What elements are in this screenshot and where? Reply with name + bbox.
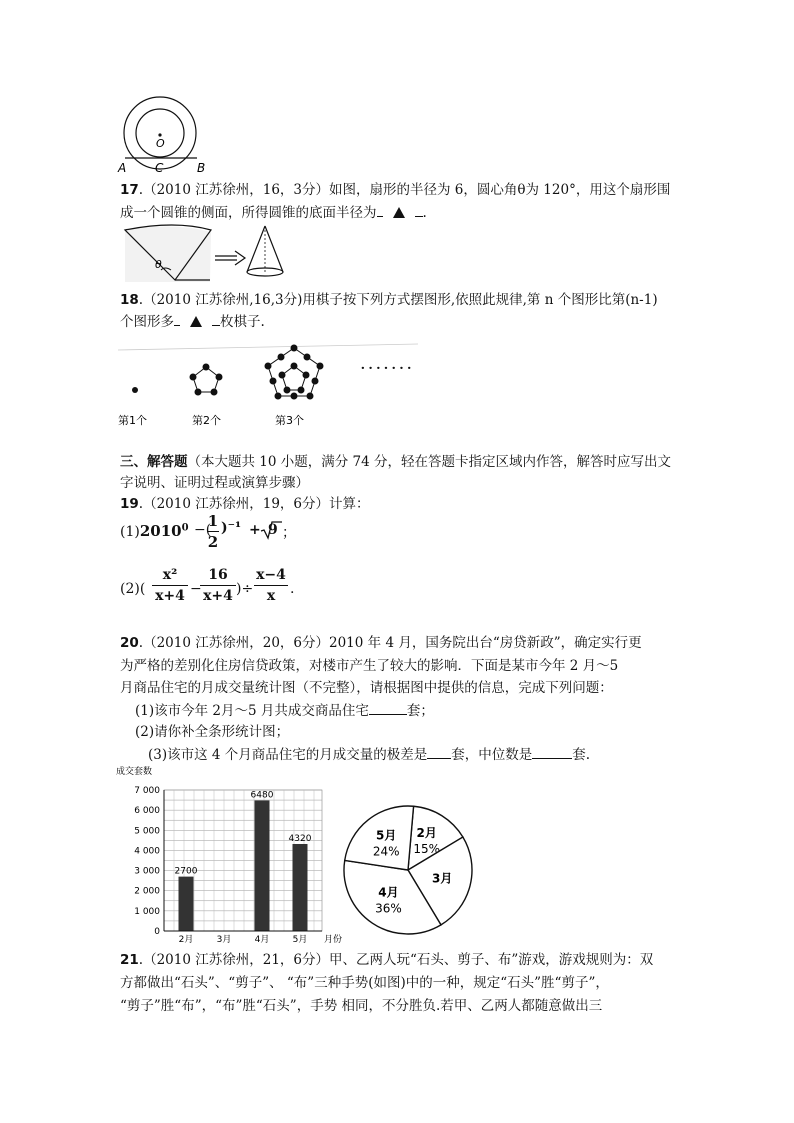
q18-line-2: 个图形多 枚棋子.: [120, 311, 680, 332]
data-label: 2700: [174, 866, 198, 877]
q19-part-2: (2)(: [120, 581, 146, 597]
x-axis-label: 月份: [324, 935, 343, 945]
y-tick-label: 5 000: [134, 826, 160, 837]
cone-icon: [247, 226, 283, 276]
answer-triangle-icon: [190, 316, 202, 327]
y-tick-label: 3 000: [134, 866, 160, 877]
pie-pct-label: 24%: [372, 844, 400, 859]
chess-pieces-pattern-figure: [118, 340, 418, 430]
label-c: C: [155, 161, 164, 175]
q19-frac-1: x² x+4: [152, 566, 188, 605]
y-tick-label: 6 000: [134, 806, 160, 817]
monthly-sales-bar-chart: [112, 764, 348, 946]
q19-text-1: .（2010 江苏徐州，19，6分）计算：: [138, 496, 370, 512]
bar-2月: [179, 877, 194, 931]
ellipsis-dots: ·······: [360, 358, 415, 379]
q20-sub-3: (3)该市这 4 个月商品住宅的月成交量的极差是 套，中位数是 套.: [148, 744, 708, 765]
bar-4月: [255, 800, 270, 931]
q21-line-2: 方都做出“石头”、“剪子”、 “布”三种手势(如图)中的一种，规定“石头”胜“剪子”，: [120, 975, 609, 991]
q20-text-1: .（2010 江苏徐州，20，6分）2010 年 4 月，国务院出台“房贷新政”，确定实行更: [138, 635, 642, 651]
y-tick-label: 2 000: [134, 886, 160, 897]
q21-line-1: [120, 950, 680, 970]
q18-number: 18: [120, 292, 139, 308]
q19-frac-2: 16 x+4: [200, 566, 236, 605]
q21-number: 21: [120, 952, 139, 968]
label-b: B: [197, 161, 206, 175]
section-3-text: （本大题共 10 小题，满分 74 分，轻在答题卡指定区域内作答，解答时应写出文: [187, 454, 672, 470]
figure-label-2: 第2个: [192, 414, 221, 427]
q17-number: 17: [120, 182, 139, 198]
x-tick-label: 3月: [216, 935, 232, 945]
q17-line-2: 成一个圆锥的侧面，所得圆锥的底面半径为 .: [120, 202, 680, 223]
q19-number: 19: [120, 496, 139, 512]
data-label: 6480: [250, 790, 274, 801]
x-tick-label: 4月: [254, 935, 270, 945]
sector-cone-figure: [115, 222, 295, 288]
y-tick-label: 0: [154, 927, 160, 937]
label-a: A: [118, 161, 127, 175]
y-tick-label: 7 000: [134, 786, 160, 796]
pie-month-label: 5月: [376, 828, 397, 843]
q20-line-1: [120, 633, 680, 653]
y-axis-label: 成交套数: [116, 767, 153, 777]
x-tick-label: 2月: [178, 935, 194, 945]
q21-line-3: “剪子”胜“布”，“布”胜“石头”，手势 相同，不分胜负.若甲、乙两人都随意做出三: [120, 998, 603, 1014]
section-3-line-1: [120, 452, 680, 472]
theta-label: θ: [155, 258, 162, 271]
pie-pct-label: 36%: [375, 901, 402, 916]
q18-text-1: .（2010 江苏徐州,16,3分)用棋子按下列方式摆图形,依照此规律,第 n 个图形比第(n-1): [138, 292, 658, 308]
pie-pct-label: 15%: [413, 842, 440, 857]
monthly-sales-pie-chart: [338, 800, 478, 940]
x-tick-label: 5月: [292, 935, 308, 945]
q17-line-1: [120, 180, 680, 200]
answer-triangle-icon: [393, 207, 405, 218]
q21-text-1: .（2010 江苏徐州，21，6分）甲、乙两人玩“石头、剪子、布”游戏，游戏规则为：双: [138, 952, 654, 968]
y-tick-label: 4 000: [134, 846, 160, 857]
q19-line-1: [120, 494, 680, 514]
section-3-title: 三、解答题: [120, 454, 188, 470]
pie-month-label: 3月: [431, 871, 453, 886]
concentric-circles-figure: [115, 95, 215, 177]
q20-line-3: 月商品住宅的月成交量统计图（不完整），请根据图中提供的信息，完成下列问题：: [120, 680, 613, 696]
q20-sub-1: (1)该市今年 2月～5 月共成交商品住宅 套；: [135, 700, 695, 721]
q17-text-1: .（2010 江苏徐州，16，3分）如图，扇形的半径为 6，圆心角θ为 120°，用这个扇形围: [138, 182, 671, 198]
pie-month-label: 4月: [378, 885, 399, 900]
q20-number: 20: [120, 635, 139, 651]
q18-text-2: 个图形多: [120, 314, 174, 330]
bar-5月: [293, 844, 308, 931]
figure-label-1: 第1个: [118, 414, 147, 427]
section-3-line-2: 字说明、证明过程或演算步骤）: [120, 475, 309, 491]
pie-month-label: 2月: [416, 826, 437, 841]
q19-frac-half: 1 2: [207, 512, 219, 551]
figure-label-3: 第3个: [275, 414, 304, 427]
q18-line-1: [120, 290, 680, 310]
q19-part-1: (1)2010$^0$: [120, 522, 189, 540]
q20-sub-2: (2)请你补全条形统计图；: [135, 724, 290, 740]
q17-text-2: 成一个圆锥的侧面，所得圆锥的底面半径为: [120, 205, 377, 221]
q20-line-2: 为严格的差别化住房信贷政策，对楼市产生了较大的影响．下面是某市今年 2 月～5: [120, 658, 619, 674]
data-label: 4320: [288, 833, 312, 844]
y-tick-label: 1 000: [134, 906, 160, 917]
right-arrow-icon: [215, 251, 245, 265]
q19-frac-3: x−4 x: [254, 566, 288, 605]
label-o: O: [156, 137, 165, 150]
